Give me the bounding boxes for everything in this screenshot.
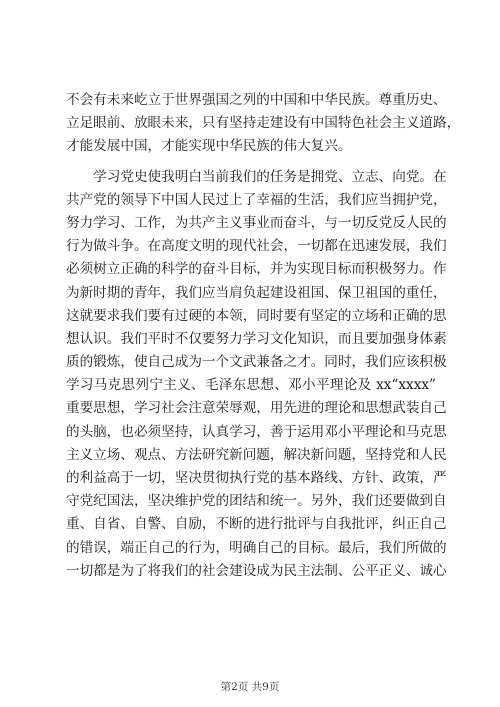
text-line: 学习党史使我明白当前我们的任务是拥党、立志、向党。在 bbox=[66, 168, 447, 185]
text-line: 努力学习、工作，为共产主义事业而奋斗，与一切反党反人民的 bbox=[66, 214, 447, 231]
text-line: 质的锻炼，使自己成为一个文武兼备之才。同时，我们应该积极 bbox=[66, 354, 447, 371]
text-line: 主义立场、观点、方法研究新问题，解决新问题，坚持党和人民 bbox=[66, 446, 447, 463]
text-line: 守党纪国法，坚决维护党的团结和统一。另外，我们还要做到自 bbox=[66, 493, 447, 510]
body-text bbox=[66, 89, 461, 583]
text-line: 才能发展中国，才能实现中华民族的伟大复兴。 bbox=[66, 138, 352, 155]
text-line: 为新时期的青年，我们应当肩负起建设祖国、保卫祖国的重任， bbox=[66, 284, 447, 301]
text-line: 想认识。我们平时不仅要努力学习文化知识，而且要加强身体素 bbox=[66, 330, 447, 347]
text-line: 必须树立正确的科学的奋斗目标，并为实现目标而积极努力。作 bbox=[66, 261, 447, 278]
text-line: 不会有未来屹立于世界强国之列的中国和中华民族。尊重历史、 bbox=[66, 92, 447, 108]
text-line: 立足眼前、放眼未来，只有坚持走建设有中国特色社会主义道路， bbox=[66, 115, 461, 132]
text-line: 学习马克思列宁主义、毛泽东思想、邓小平理论及 xx“xxxx” bbox=[66, 377, 436, 394]
page-footer: 第2页 共9页 bbox=[220, 681, 280, 693]
text-line: 共产党的领导下中国人民过上了幸福的生活，我们应当拥护党， bbox=[66, 191, 447, 208]
paragraph-1 bbox=[66, 89, 461, 159]
text-line: 的利益高于一切，坚决贯彻执行党的基本路线、方针、政策，严 bbox=[66, 470, 447, 486]
text-line: 的错误，端正自己的行为，明确自己的目标。最后，我们所做的 bbox=[66, 539, 447, 556]
text-line: 这就要求我们要有过硬的本领，同时要有坚定的立场和正确的思 bbox=[66, 307, 447, 324]
paragraph-gap bbox=[66, 159, 436, 166]
text-line: 的头脑，也必须坚持，认真学习，善于运用邓小平理论和马克思 bbox=[66, 423, 447, 440]
text-line: 重要思想，学习社会注意荣辱观，用先进的理论和思想武装自己 bbox=[66, 400, 447, 417]
text-line: 一切都是为了将我们的社会建设成为民主法制、公平正义、诚心 bbox=[66, 562, 447, 579]
text-line: 行为做斗争。在高度文明的现代社会，一切都在迅速发展，我们 bbox=[66, 238, 447, 255]
paragraph-2 bbox=[66, 166, 447, 583]
text-line: 重、自省、自警、自励，不断的进行批评与自我批评，纠正自己 bbox=[66, 516, 447, 533]
